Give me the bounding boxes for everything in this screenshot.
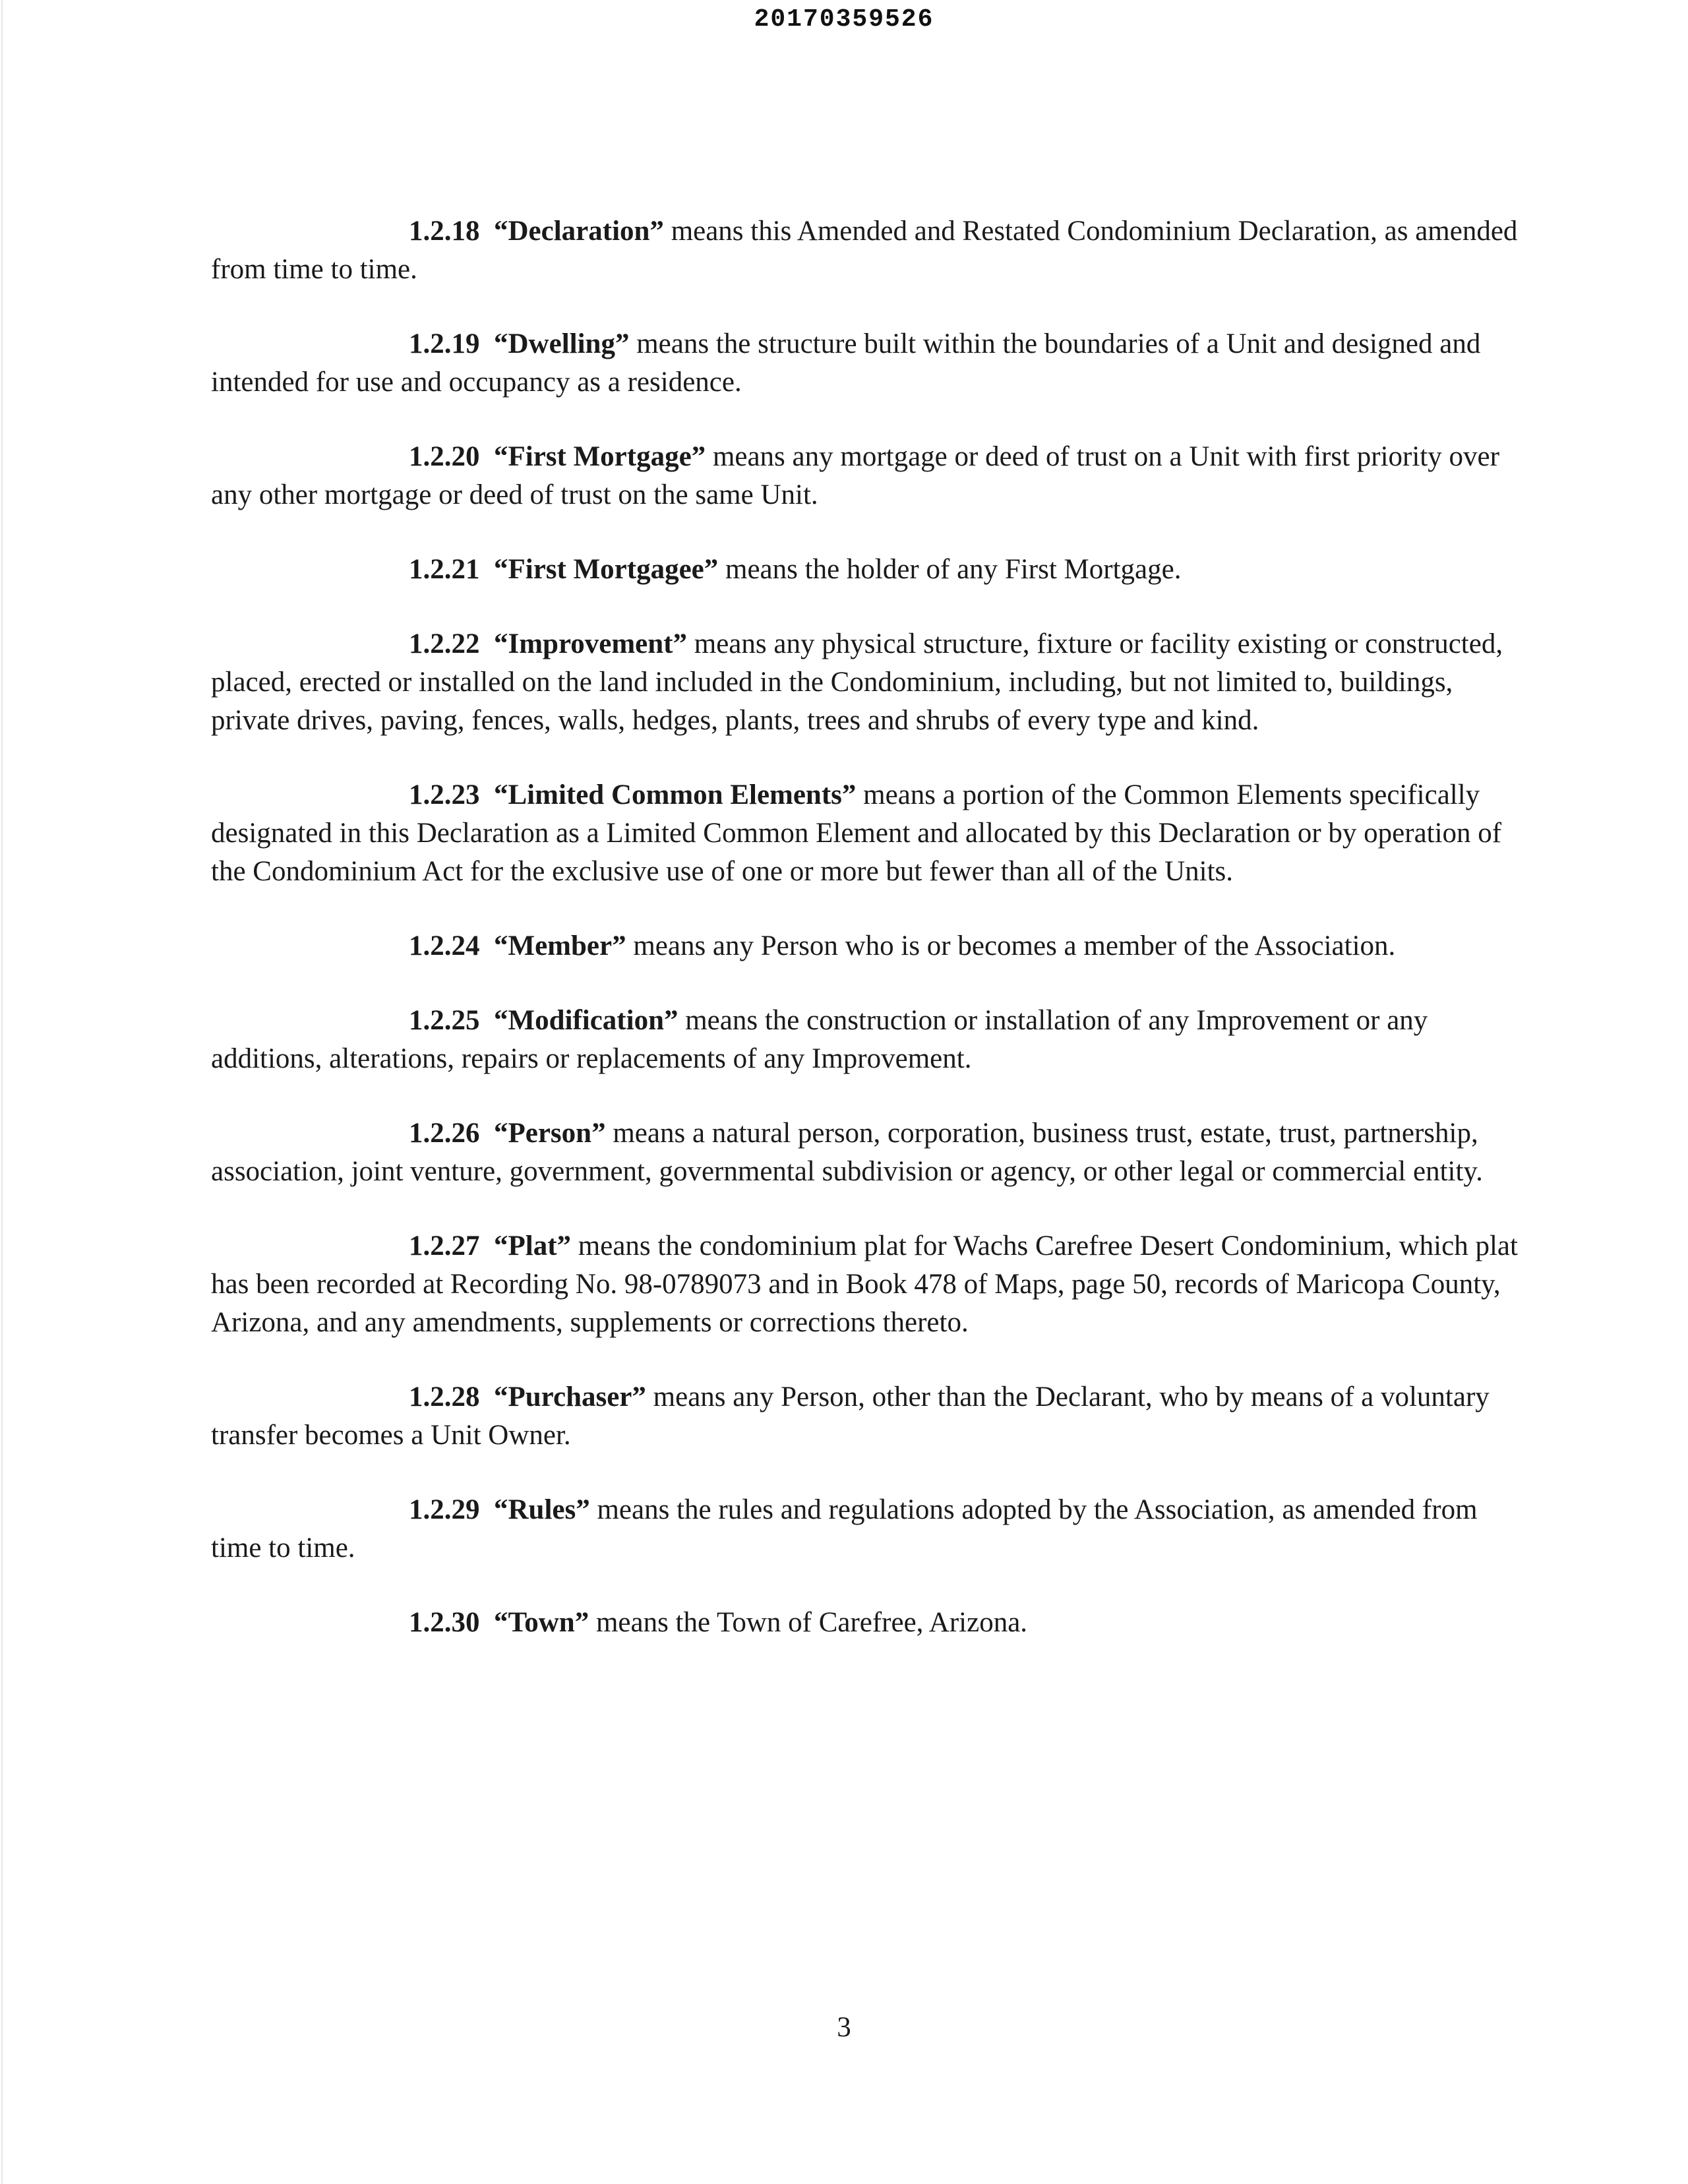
definition-number: 1.2.29 <box>409 1494 480 1525</box>
definition-modification <box>211 1002 1530 1078</box>
definition-text: means the Town of Carefree, Arizona. <box>595 1607 1028 1638</box>
definition-term: “First Mortgage” <box>494 441 706 472</box>
definition-limited-common-elements <box>211 776 1530 891</box>
definition-term: “Rules” <box>494 1494 590 1525</box>
definition-text: means the condominium plat for Wachs Carefree Desert Condominium, which plat has been recorded at Recording No. 98-0789073 and in Book 478 of Maps, page 50, records of Maricopa County, Arizona, and any amendments, supplements or corrections thereto. <box>211 1230 1518 1338</box>
recording-number: 20170359526 <box>754 5 934 34</box>
definition-person <box>211 1114 1530 1191</box>
definition-number: 1.2.20 <box>409 441 480 472</box>
definition-term: “Member” <box>494 930 626 961</box>
definition-text: means the rules and regulations adopted by the Association, as amended from time to time. <box>211 1494 1478 1563</box>
definition-number: 1.2.30 <box>409 1607 480 1638</box>
definition-term: “Modification” <box>494 1005 678 1036</box>
definition-improvement <box>211 625 1530 740</box>
definition-term: “Dwelling” <box>494 328 630 359</box>
definition-term: “Purchaser” <box>494 1381 646 1412</box>
definition-number: 1.2.21 <box>409 554 480 585</box>
definition-number: 1.2.25 <box>409 1005 480 1036</box>
definition-text: means any mortgage or deed of trust on a Unit with first priority over any other mortgage or deed of trust on the same Unit. <box>211 441 1499 510</box>
definition-declaration <box>211 212 1530 289</box>
definition-text: means a natural person, corporation, business trust, estate, trust, partnership, association, joint venture, government, governmental subdivision or agency, or other legal or commercial entity. <box>211 1118 1483 1187</box>
page-number: 3 <box>837 2012 851 2043</box>
definition-term: “Person” <box>494 1118 606 1149</box>
definition-term: “First Mortgagee” <box>494 554 719 585</box>
definition-text: means the structure built within the boundaries of a Unit and designed and intended for use and occupancy as a residence. <box>211 328 1481 398</box>
definitions-section <box>211 212 1530 1678</box>
definition-text: means any physical structure, fixture or facility existing or constructed, placed, erected or installed on the land included in the Condominium, including, but not limited to, buildings, private drives, paving, fences, walls, hedges, plants, trees and shrubs of every type and kind. <box>211 628 1503 736</box>
definition-term: “Limited Common Elements” <box>494 779 857 810</box>
definition-number: 1.2.27 <box>409 1230 480 1261</box>
definition-number: 1.2.22 <box>409 628 480 659</box>
definition-term: “Improvement” <box>494 628 688 659</box>
definition-plat <box>211 1227 1530 1342</box>
definition-town <box>211 1604 1530 1642</box>
definition-first-mortgagee <box>211 551 1530 589</box>
definition-member <box>211 927 1530 965</box>
definition-number: 1.2.19 <box>409 328 480 359</box>
definition-text: means a portion of the Common Elements specifically designated in this Declaration as a Limited Common Element and allocated by this Declaration or by operation of the Condominium Act for the exclusive use of one or more but fewer than all of the Units. <box>211 779 1502 887</box>
definition-number: 1.2.24 <box>409 930 480 961</box>
definition-dwelling <box>211 325 1530 402</box>
definition-text: means the construction or installation of any Improvement or any additions, alterations, repairs or replacements of any Improvement. <box>211 1005 1428 1074</box>
definition-text: means the holder of any First Mortgage. <box>725 554 1182 585</box>
definition-term: “Town” <box>494 1607 589 1638</box>
definition-number: 1.2.18 <box>409 216 480 247</box>
definition-text: means any Person who is or becomes a member of the Association. <box>633 930 1396 961</box>
definition-first-mortgage <box>211 438 1530 514</box>
definition-number: 1.2.28 <box>409 1381 480 1412</box>
definition-term: “Declaration” <box>494 216 664 247</box>
definition-number: 1.2.23 <box>409 779 480 810</box>
definition-purchaser <box>211 1378 1530 1455</box>
definition-text: means this Amended and Restated Condominium Declaration, as amended from time to time. <box>211 216 1518 285</box>
definition-rules <box>211 1491 1530 1567</box>
definition-text: means any Person, other than the Declarant, who by means of a voluntary transfer becomes a Unit Owner. <box>211 1381 1490 1451</box>
scan-edge-line <box>1 0 3 2184</box>
definition-number: 1.2.26 <box>409 1118 480 1149</box>
definition-term: “Plat” <box>494 1230 572 1261</box>
